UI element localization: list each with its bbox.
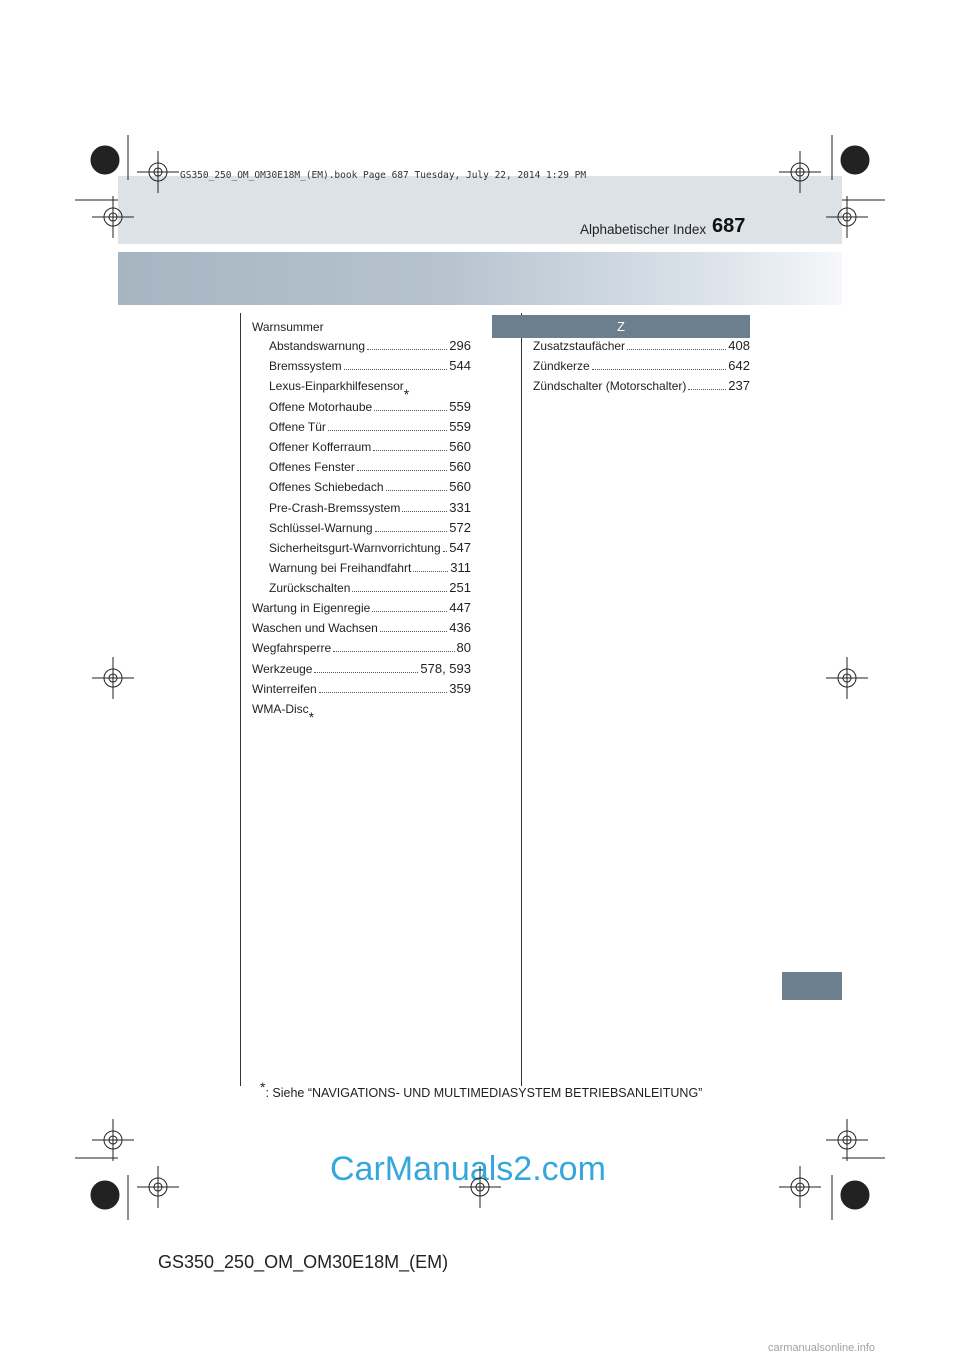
entry-label: Zündschalter (Motorschalter) bbox=[533, 379, 687, 393]
footnote-star: * bbox=[260, 1078, 266, 1095]
entry-page: 436 bbox=[449, 620, 471, 636]
page-number: 687 bbox=[712, 215, 746, 237]
entry-label: Zündkerze bbox=[533, 359, 590, 373]
entry-page: 559 bbox=[449, 418, 471, 434]
entry-label: Pre-Crash-Bremssystem bbox=[269, 500, 401, 515]
entry-page: 572 bbox=[449, 519, 471, 535]
entry-page: 578, 593 bbox=[420, 660, 471, 676]
entry-page: 237 bbox=[728, 378, 750, 393]
entry-page: 447 bbox=[449, 600, 471, 615]
entry-page: 560 bbox=[449, 439, 471, 454]
entry-label: Offener Kofferraum bbox=[269, 440, 372, 454]
entry-page: 359 bbox=[449, 680, 471, 696]
entry-label: Abstandswarnung bbox=[269, 339, 366, 353]
entry-page: 544 bbox=[449, 358, 471, 374]
registration-dot bbox=[91, 1181, 119, 1209]
running-header-title: Alphabetischer Index bbox=[580, 222, 707, 237]
entry-label: Sicherheitsgurt-Warnvorrichtung bbox=[269, 541, 441, 555]
print-stamp: GS350_250_OM_OM30E18M_(EM).book Page 687 Tuesday, July 22, 2014 1:29 PM bbox=[180, 170, 587, 181]
group-title-warnsummer: Warnsummer bbox=[252, 320, 324, 334]
entry-label: Offene Motorhaube bbox=[269, 399, 373, 414]
entry-label: Winterreifen bbox=[252, 681, 317, 696]
entry-page: 408 bbox=[728, 338, 750, 353]
entry-label: Wartung in Eigenregie bbox=[252, 601, 371, 615]
entry-page: 560 bbox=[449, 459, 471, 475]
entry-page: 296 bbox=[449, 338, 471, 353]
entry-page: 560 bbox=[449, 479, 471, 495]
entry-page: 642 bbox=[728, 358, 750, 373]
registration-dot bbox=[91, 146, 119, 174]
entry-page: 547 bbox=[449, 540, 471, 555]
index-entry: Lexus-Einparkhilfesensor * bbox=[269, 379, 410, 403]
entry-label: Warnung bei Freihandfahrt bbox=[269, 561, 412, 576]
watermark-url: carmanualsonline.info bbox=[768, 1342, 876, 1354]
index-entry: WMA-Disc * bbox=[252, 702, 315, 725]
entry-label: Schlüssel-Warnung bbox=[269, 520, 373, 535]
entry-page: 559 bbox=[449, 398, 471, 414]
entry-label: Offene Tür bbox=[269, 419, 326, 434]
registration-dot bbox=[841, 1181, 869, 1209]
entry-label: Bremssystem bbox=[269, 359, 342, 374]
footnote-text: : Siehe “NAVIGATIONS- UND MULTIMEDIASYSTEM BETRIEBSANLEITUNG” bbox=[265, 1086, 703, 1100]
entry-label: Werkzeuge bbox=[252, 661, 313, 676]
entry-label: Zurückschalten bbox=[269, 581, 351, 596]
entry-label: Lexus-Einparkhilfesensor bbox=[269, 379, 404, 394]
letter-header-z: Z bbox=[492, 315, 750, 338]
entry-page: 311 bbox=[450, 560, 471, 576]
entry-label: Wegfahrsperre bbox=[252, 641, 332, 656]
registration-dot bbox=[841, 146, 869, 174]
entry-label: Offenes Fenster bbox=[269, 460, 355, 475]
entry-label: Waschen und Wachsen bbox=[252, 621, 378, 636]
entry-page: 251 bbox=[449, 580, 471, 596]
entry-page: 80 bbox=[456, 640, 471, 656]
entry-label: WMA-Disc bbox=[252, 702, 309, 716]
footer-code: GS350_250_OM_OM30E18M_(EM) bbox=[158, 1252, 449, 1272]
entry-label: Offenes Schiebedach bbox=[269, 480, 384, 495]
watermark: CarManuals2.com bbox=[330, 1150, 606, 1188]
entry-page: 331 bbox=[449, 499, 471, 515]
entry-label: Zusatzstaufächer bbox=[533, 339, 626, 353]
